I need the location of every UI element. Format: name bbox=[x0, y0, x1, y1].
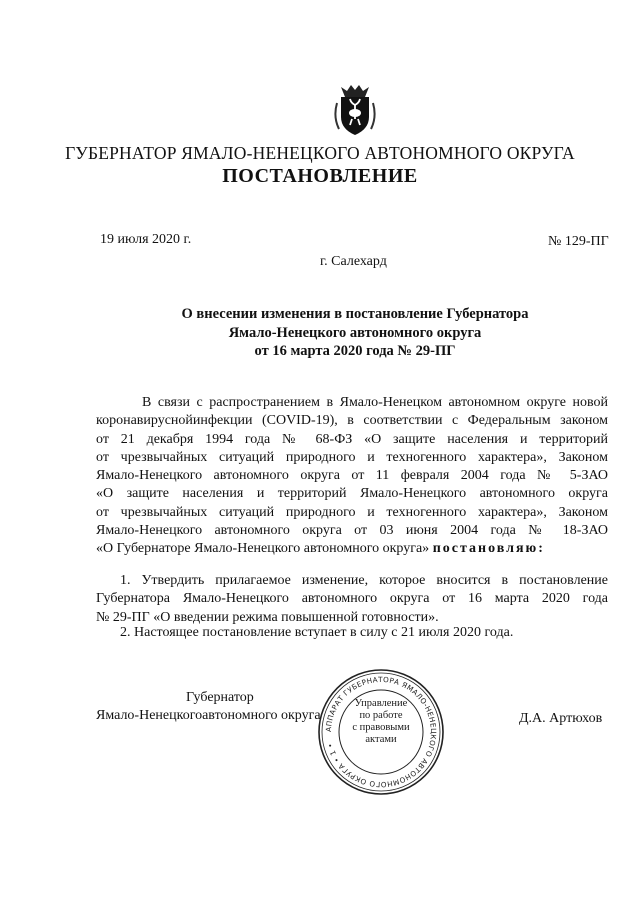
subject-line: О внесении изменения в постановление Губернатора bbox=[181, 306, 529, 322]
preamble-line: от 21 декабря 1994 года № 68-ФЗ «О защите населения и территорий bbox=[96, 431, 608, 447]
item-2-line: 2. Настоящее постановление вступает в силу с 21 июля 2020 года. bbox=[120, 625, 514, 640]
document-date: 19 июля 2020 г. bbox=[100, 232, 192, 247]
stamp-center-line: с правовыми bbox=[352, 722, 410, 733]
governor-heading: ГУБЕРНАТОР ЯМАЛО-НЕНЕЦКОГО АВТОНОМНОГО ОКРУГА bbox=[65, 143, 575, 163]
document-type-title: ПОСТАНОВЛЕНИЕ bbox=[222, 165, 418, 187]
preamble-line: «О защите населения и территорий Ямало-Ненецкого автономного округа bbox=[96, 486, 608, 502]
preamble-line: Ямало-Ненецкого автономного округа от 03 июня 2004 года № 18-ЗАО bbox=[96, 523, 608, 539]
document-number: № 129-ПГ bbox=[548, 234, 609, 249]
preamble-last-line bbox=[96, 540, 608, 558]
item-1-line: 1. Утвердить прилагаемое изменение, которое вносится в постановление bbox=[120, 573, 608, 588]
signatory-name: Д.А. Артюхов bbox=[519, 711, 603, 726]
signatory-title-line1: Губернатор bbox=[186, 690, 254, 705]
preamble-line: Ямало-Ненецкого автономного округа от 11 февраля 2004 года № 5-ЗАО bbox=[96, 468, 608, 484]
subject-line: Ямало-Ненецкого автономного округа bbox=[228, 324, 482, 341]
preamble-line: «О Губернаторе Ямало-Ненецкого автономного округа» bbox=[96, 541, 430, 557]
preamble-paragraph bbox=[96, 394, 608, 559]
stamp-center-line: Управление bbox=[354, 698, 408, 709]
subject-line: от 16 марта 2020 года № 29-ПГ bbox=[254, 343, 456, 359]
stamp-center-text bbox=[347, 698, 415, 746]
document-subject bbox=[140, 305, 570, 361]
preamble-line: В связи с распространением в Ямало-Ненецком автономном округе новой bbox=[142, 395, 608, 410]
item-2-paragraph bbox=[96, 624, 608, 642]
preamble-line: от чрезвычайных ситуаций природного и техногенного характера», Законом bbox=[96, 449, 608, 465]
signatory-title-line2: Ямало-Ненецкогоавтономного округа bbox=[96, 708, 321, 723]
item-1-line: № 29-ПГ «О введении режима повышенной готовности». bbox=[96, 609, 439, 625]
item-1-paragraph bbox=[96, 572, 608, 627]
document-city: г. Салехард bbox=[320, 254, 387, 269]
resolve-word: постановляю: bbox=[432, 541, 545, 557]
preamble-line: от чрезвычайных ситуаций природного и техногенного характера», Законом bbox=[96, 504, 608, 520]
preamble-line: коронавируснойинфекции (COVID-19), в соответствии с Федеральным законом bbox=[96, 413, 608, 429]
item-1-line: Губернатора Ямало-Ненецкого автономного округа от 16 марта 2020 года bbox=[96, 591, 608, 607]
stamp-center-line: актами bbox=[365, 734, 397, 745]
coat-of-arms-emblem bbox=[331, 83, 379, 137]
stamp-ring-text: АППАРАТ ГУБЕРНАТОРА ЯМАЛО-НЕНЕЦКОГО АВТОНОМНОГО ОКРУГА • 1 • bbox=[323, 674, 439, 790]
stamp-center-line: по работе bbox=[359, 710, 403, 721]
